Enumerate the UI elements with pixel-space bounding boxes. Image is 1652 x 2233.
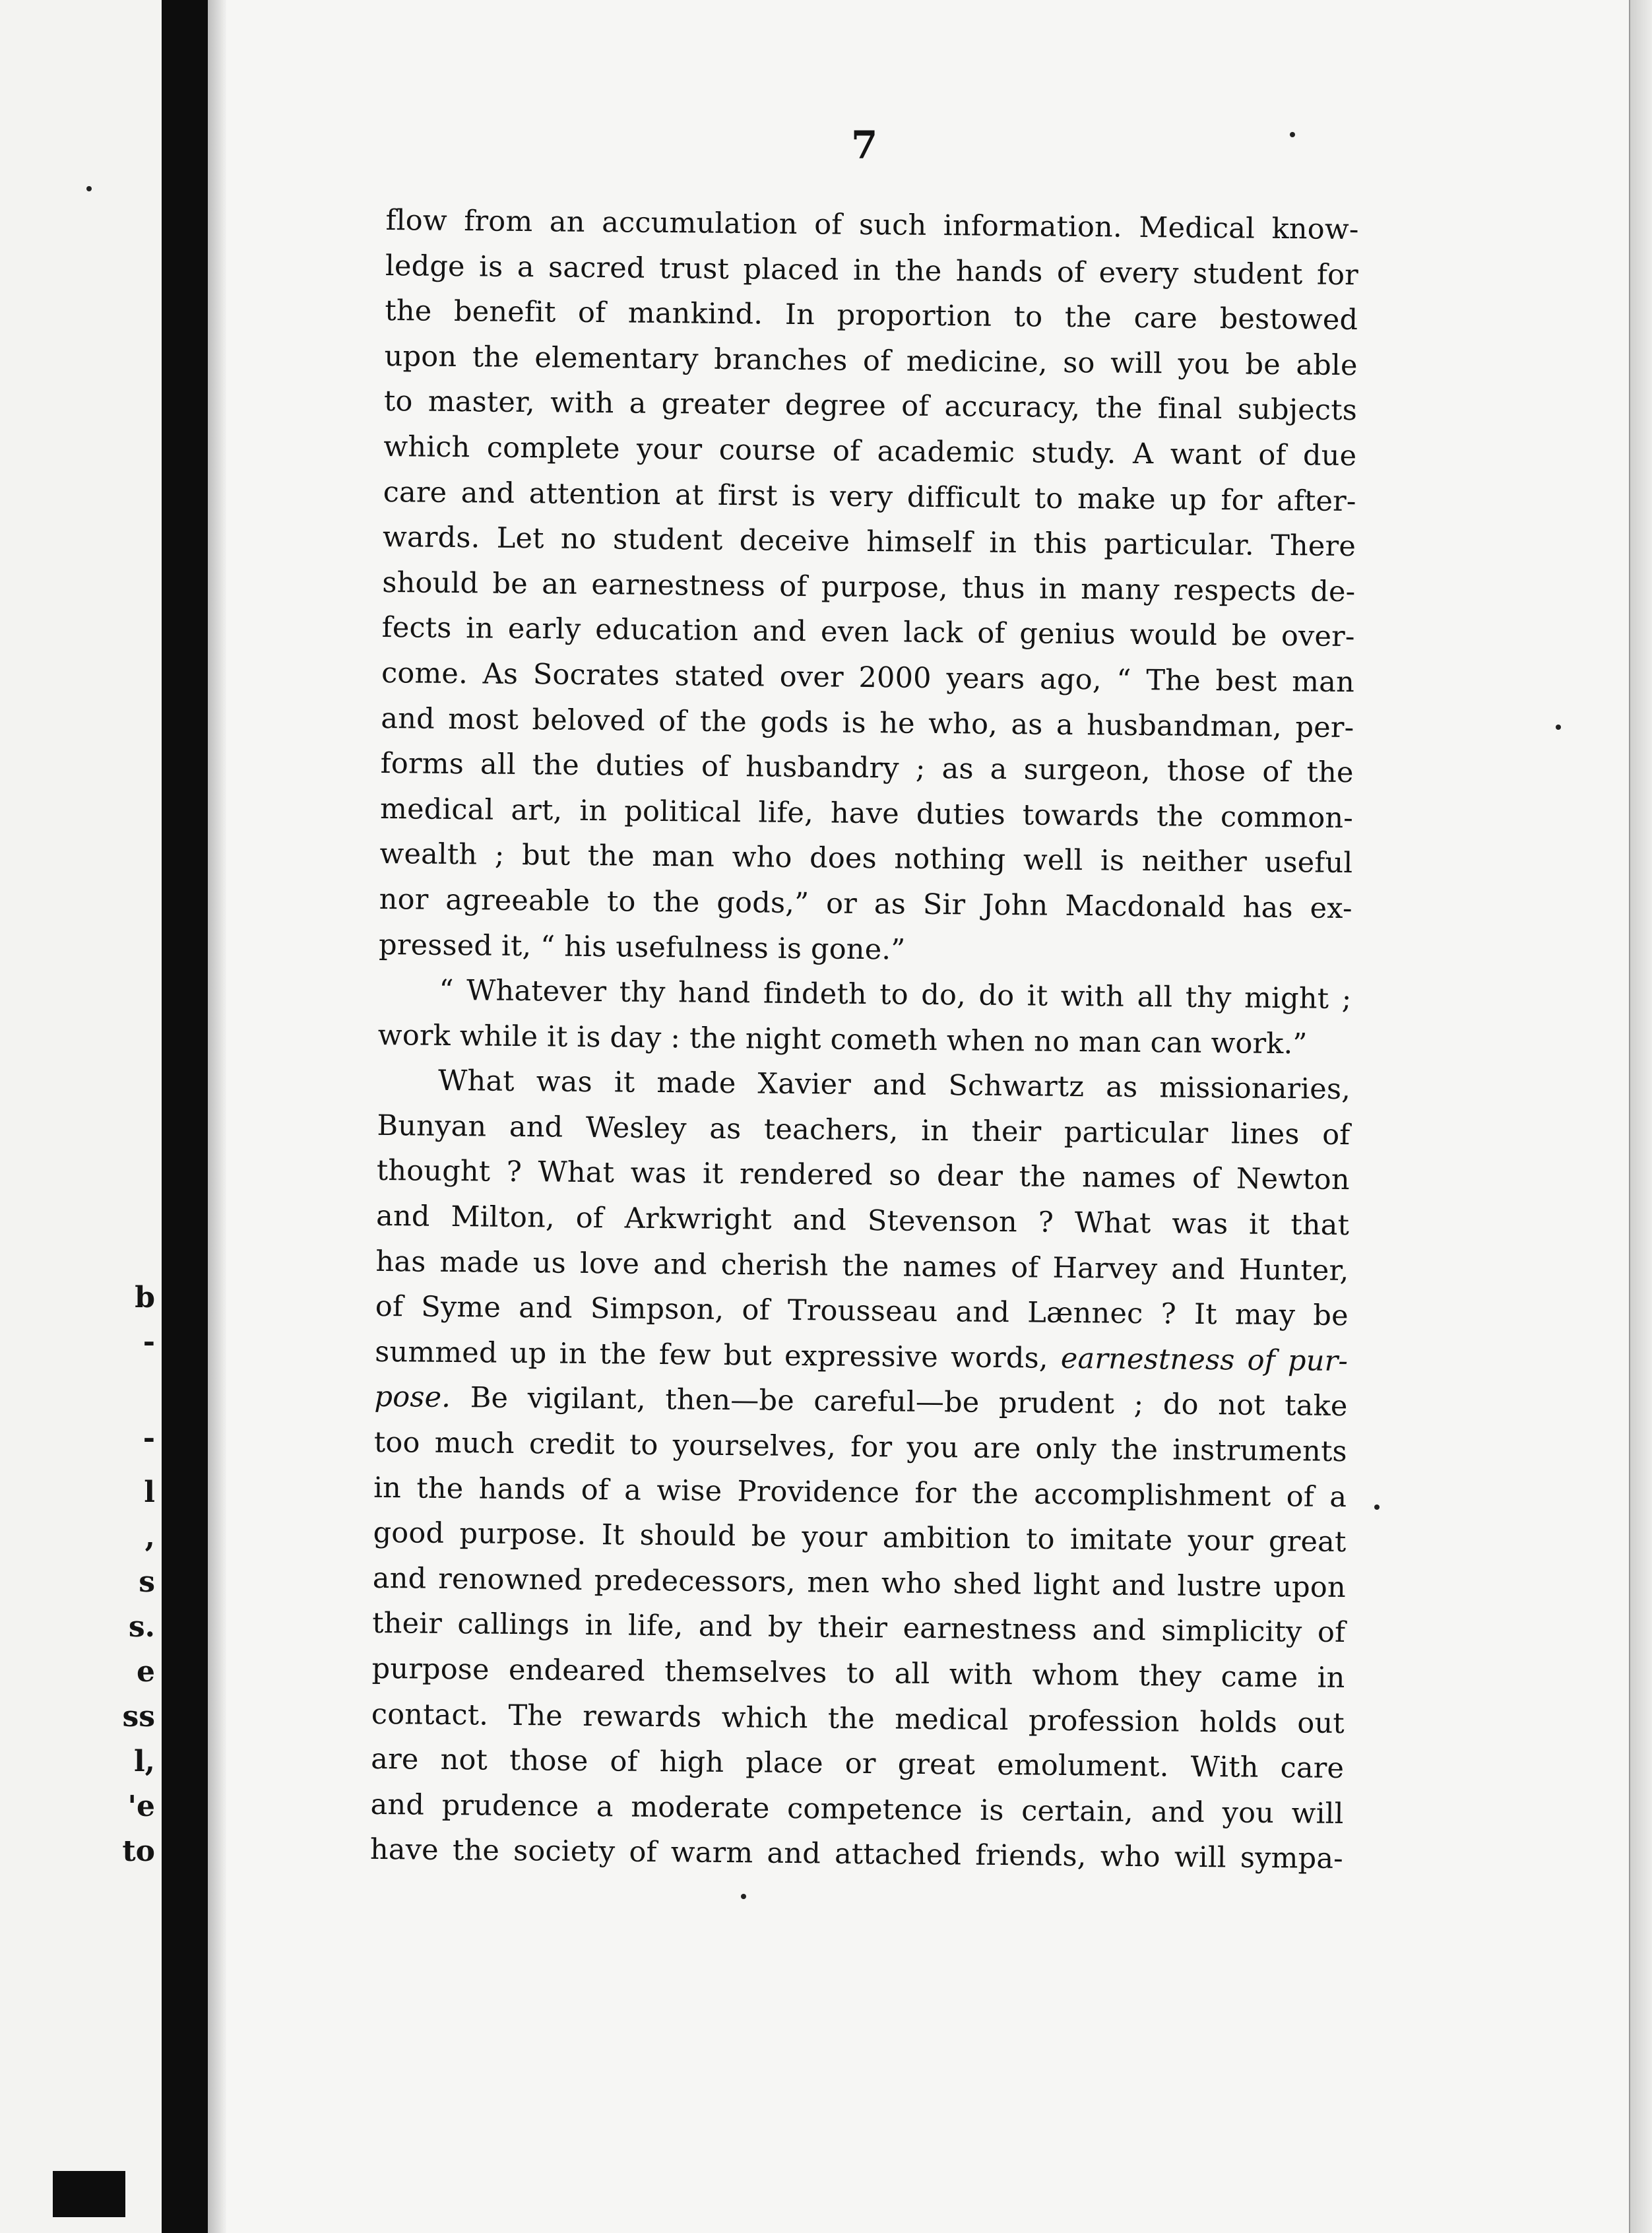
paper-speck	[741, 1894, 746, 1899]
text-line: and Milton, of Arkwright and Stevenson ? What was it that	[375, 1199, 1350, 1243]
text-line: has made us love and cherish the names of Harvey and Hunter,	[375, 1245, 1349, 1287]
paper-speck	[86, 186, 92, 191]
margin-fragment: -	[143, 1325, 155, 1359]
margin-fragment: b	[135, 1281, 155, 1314]
text-line: medical art, in political life, have duties towards the common-	[379, 792, 1354, 835]
previous-page-margin-text	[96, 0, 155, 2233]
margin-fragment: -	[143, 1421, 155, 1455]
page-edge	[1629, 0, 1652, 2233]
text-line: pressed it, “ his usefulness is gone.”	[378, 928, 906, 967]
text-line: summed up in the few but expressive words, earnestness of pur-	[374, 1335, 1349, 1378]
text-line: care and attention at first is very difficult to make up for after-	[383, 475, 1356, 518]
margin-fragment: l	[144, 1475, 155, 1509]
text-line: good purpose. It should be your ambition to imitate your great	[373, 1516, 1347, 1559]
margin-fragment: l,	[133, 1745, 155, 1778]
text-line: of Syme and Simpson, of Trousseau and Lænnec ? It may be	[375, 1290, 1349, 1333]
text-line: nor agreeable to the gods,” or as Sir John Macdonald has ex-	[379, 882, 1352, 926]
margin-fragment: to	[122, 1834, 155, 1868]
text-line: contact. The rewards which the medical profession holds out	[371, 1697, 1345, 1740]
margin-fragment: ss	[122, 1700, 155, 1733]
text-line: flow from an accumulation of such information. Medical know-	[385, 203, 1359, 247]
text-line: What was it made Xavier and Schwartz as missionaries,	[437, 1064, 1351, 1107]
margin-fragment: s.	[128, 1610, 155, 1644]
text-line: Bunyan and Wesley as teachers, in their particular lines of	[377, 1109, 1350, 1151]
text-line: wards. Let no student deceive himself in this particular. There	[382, 521, 1356, 564]
margin-fragment: e	[137, 1655, 155, 1689]
paper-speck	[1556, 725, 1561, 730]
text-line: upon the elementary branches of medicine, so will you be able	[384, 339, 1358, 382]
page-number: 7	[851, 123, 878, 168]
paper-speck	[1290, 132, 1295, 137]
text-line: to master, with a greater degree of accuracy, the final subjects	[383, 385, 1358, 428]
book-gutter-shadow	[162, 0, 208, 2233]
text-line: work while it is day : the night cometh when no man can work.”	[377, 1018, 1308, 1061]
emphasis-text: pose.	[374, 1380, 451, 1415]
text-line: too much credit to yourselves, for you are only the instruments	[373, 1425, 1348, 1469]
text-line: and most beloved of the gods is he who, as a husbandman, per-	[381, 701, 1354, 744]
text-line: and renowned predecessors, men who shed light and lustre upon	[372, 1561, 1347, 1604]
text-line: purpose endeared themselves to all with whom they came in	[371, 1652, 1345, 1695]
text-line: and prudence a moderate competence is certain, and you will	[370, 1788, 1344, 1830]
emphasis-text: earnestness of pur-	[1060, 1342, 1349, 1378]
text-line: “ Whatever thy hand findeth to do, do it with all thy might ;	[439, 973, 1352, 1016]
text-line: which complete your course of academic study. A want of due	[383, 430, 1357, 473]
text-line: wealth ; but the man who does nothing well is neither useful	[379, 837, 1353, 880]
margin-fragment: s	[139, 1565, 155, 1599]
body-text	[370, 198, 1359, 1882]
text-line: pose. Be vigilant, then—be careful—be prudent ; do not take	[374, 1380, 1348, 1423]
previous-page-edge	[0, 0, 162, 2233]
book-gutter-fold	[208, 0, 226, 2233]
text-line: the benefit of mankind. In proportion to the care bestowed	[385, 294, 1358, 337]
margin-fragment: 'e	[127, 1790, 155, 1823]
text-line: their callings in life, and by their earnestness and simplicity of	[372, 1607, 1346, 1650]
text-line: thought ? What was it rendered so dear the names of Newton	[376, 1154, 1350, 1197]
text-line: forms all the duties of husbandry ; as a surgeon, those of the	[380, 747, 1354, 790]
scan-corner-mark	[53, 2171, 125, 2217]
paper-speck	[1374, 1505, 1380, 1510]
text-line: have the society of warm and attached friends, who will sympa-	[369, 1833, 1344, 1876]
text-line: come. As Socrates stated over 2000 years ago, “ The best man	[381, 656, 1355, 699]
text-line: fects in early education and even lack of genius would be over-	[381, 611, 1355, 654]
text-line: should be an earnestness of purpose, thus in many respects de-	[382, 566, 1356, 608]
text-line: in the hands of a wise Providence for the accomplishment of a	[373, 1471, 1347, 1514]
text-line: are not those of high place or great emolument. With care	[371, 1743, 1345, 1786]
margin-fragment: ,	[144, 1520, 155, 1554]
text-line: ledge is a sacred trust placed in the hands of every student for	[385, 249, 1359, 292]
